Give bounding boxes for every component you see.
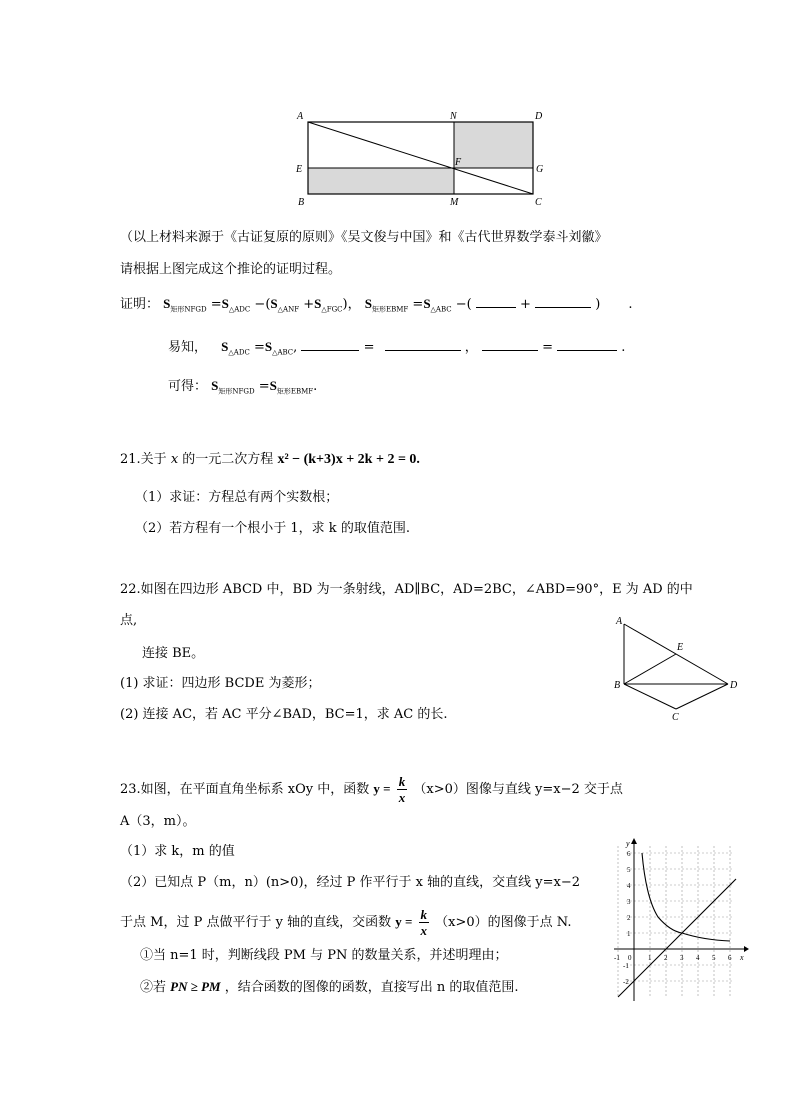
q21-equation: x² − (k+3)x + 2k + 2 = 0. [277,452,420,467]
y-tick: 1 [627,930,631,938]
label-A: A [297,111,304,122]
x-tick: 4 [696,954,700,962]
x-tick: 3 [680,954,684,962]
q23-part2b: 于点 M，过 P 点做平行于 y 轴的直线，交函数 y = $\frac{k}{x}$ （x>0）的图像于点 N. [120,907,572,938]
q23-part2a: （2）已知点 P（m，n）(n>0)，经过 P 作平行于 x 轴的直线，交直线 y=x−2 [120,875,581,890]
label-N: N [450,111,457,122]
q21-part2: （2）若方程有一个根小于 1，求 k 的取值范围. [135,521,410,536]
q22-part1: (1) 求证：四边形 BCDE 为菱形； [120,676,321,691]
source-note: （以上材料来源于《古证复原的原则》《吴文俊与中国》和《古代世界数学泰斗刘徽》 [120,230,608,245]
y-tick: 5 [627,866,631,874]
proof-line-1: 证明： $S_{矩形NFGD} =S_{\triangle ADC} -(S_{\triangle ANF} +S_{\triangle FGC})$， $S_{矩形EBMF} =S_{\triangle ABC}$ −( + ) . [120,296,633,314]
q22-part2: (2) 连接 AC，若 AC 平分∠BAD，BC=1，求 AC 的长. [120,707,448,722]
x-tick: 0 [628,954,632,962]
q22-connect: 连接 BE。 [142,646,205,661]
task-instruction: 请根据上图完成这个推论的证明过程。 [120,262,342,277]
blank-3[interactable] [301,338,359,351]
x-tick: -1 [614,954,620,962]
q21-stem: 21.关于 x 的一元二次方程 x² − (k+3)x + 2k + 2 = 0. [120,452,420,467]
quadrilateral-figure [606,612,746,722]
label-B: B [298,197,305,208]
blank-1[interactable] [476,295,516,308]
blank-4[interactable] [385,338,461,351]
blank-2[interactable] [535,295,591,308]
label-M: M [450,197,459,208]
y-tick: -2 [623,978,629,986]
q23-part1: （1）求 k，m 的值 [120,844,235,859]
fig22-label-D: D [730,680,738,691]
rectangle-figure [290,104,560,214]
proof-line-2: 易知， $S_{\triangle ADC} =S_{\triangle ABC}$, = ， = . [168,339,626,357]
x-tick: 6 [728,954,732,962]
label-F: F [455,157,462,168]
fig22-label-B: B [614,680,621,691]
q22-stem: 22.如图在四边形 ABCD 中，BD 为一条射线，AD∥BC，AD=2BC，∠ABD=90°，E 为 AD 的中 [120,582,693,597]
proof-line-3: 可得： $S_{矩形NFGD} =S_{矩形EBMF}$. [168,378,318,396]
label-G: G [536,164,544,175]
blank-6[interactable] [557,338,617,351]
q22-stem-2: 点, [120,613,138,628]
label-E: E [296,164,303,175]
fig22-label-C: C [672,712,679,722]
graph-y-label: y [626,839,630,848]
fig22-label-E: E [677,642,684,653]
x-tick: 2 [664,954,668,962]
y-tick: 6 [627,850,631,858]
x-tick: 1 [648,954,652,962]
label-D: D [535,111,543,122]
y-tick: 2 [627,914,631,922]
q23-stem-2: A（3，m）。 [120,814,196,829]
y-tick: 3 [627,898,631,906]
graph-x-label: x [740,953,744,962]
q23-sub2: ②若 PN ≥ PM ，结合函数的图像的函数，直接写出 n 的取值范围. [140,979,519,995]
label-C: C [535,197,542,208]
q23-stem: 23.如图，在平面直角坐标系 xOy 中，函数 y = $\frac{k}{x}$ （x>0）图像与直线 y=x−2 交于点 [120,774,623,805]
x-tick: 5 [712,954,716,962]
q21-part1: （1）求证：方程总有两个实数根； [135,490,339,505]
q23-sub1: ①当 n=1 时，判断线段 PM 与 PN 的数量关系，并述明理由； [140,948,508,963]
coordinate-graph [604,836,754,1006]
y-tick: -1 [623,962,629,970]
fig22-label-A: A [616,616,623,627]
blank-5[interactable] [482,338,538,351]
proof-prefix: 证明： [120,297,160,312]
y-tick: 4 [627,882,631,890]
